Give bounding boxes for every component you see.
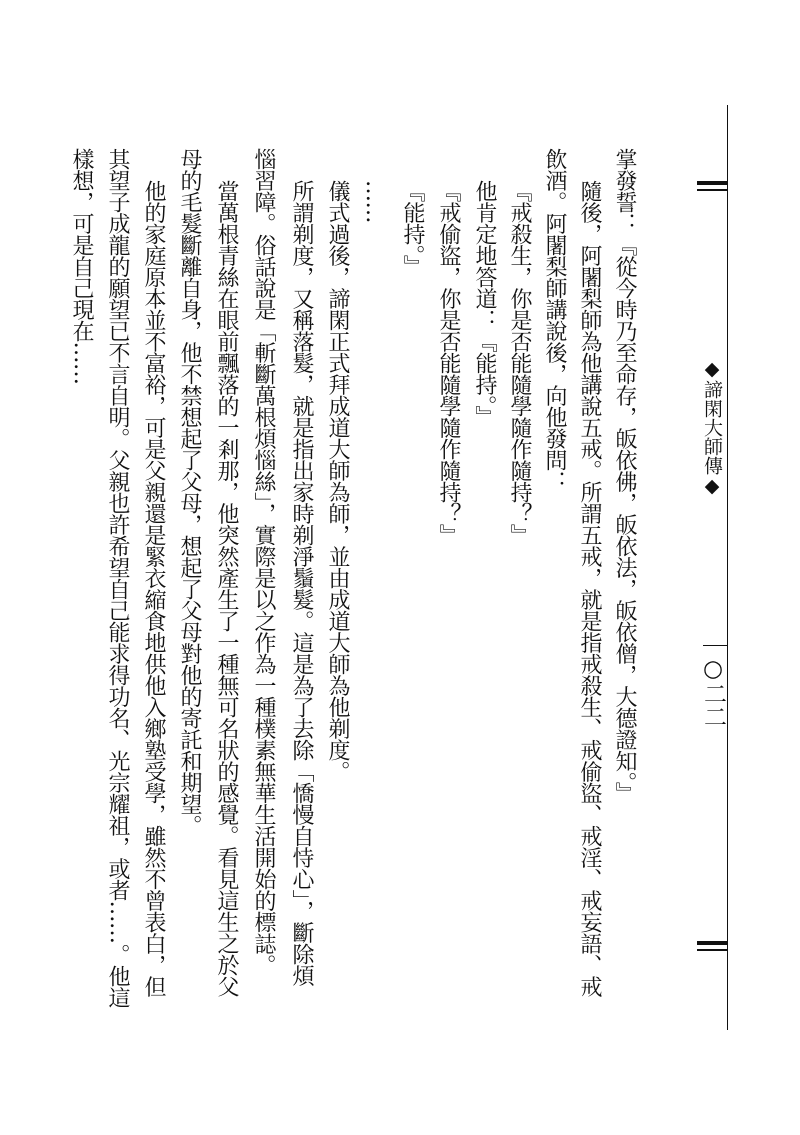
text-line: 『戒殺生，你是否能隨學隨作隨持？』 xyxy=(507,180,532,546)
text-line: 當萬根青絲在眼前飄落的一剎那，他突然產生了一種無可名狀的感覺。看見這生之於父 xyxy=(214,180,239,997)
text-line: 樣想，可是自己現在…… xyxy=(69,148,94,385)
page-number: ○二二 xyxy=(700,656,726,728)
text-line: 其望子成龍的願望已不言自明。父親也許希望自己能求得功名、光宗耀祖，或者……。他這 xyxy=(105,148,130,1008)
bottom-thin-bar xyxy=(697,949,727,951)
text-line: 『戒偷盜，你是否能隨學隨作隨持？』 xyxy=(436,180,461,546)
text-line: 所謂剃度，又稱落髮，就是指出家時剃淨鬚髮。這是為了去除「憍慢自恃心」，斷除煩 xyxy=(289,180,314,986)
top-thin-bar xyxy=(697,189,727,191)
text-line: 儀式過後，諦閑正式拜成道大師為師，並由成道大師為他剃度。 xyxy=(325,180,350,782)
text-line: 母的毛髮斷離自身，他不禁想起了父母，想起了父母對他的寄託和期望。 xyxy=(177,148,202,836)
text-line: …… xyxy=(361,180,386,223)
margin-rule xyxy=(727,105,728,1030)
text-line: 他肯定地答道：『能持。』 xyxy=(472,180,497,427)
text-line: 掌發誓：『從今時乃至命存，皈依佛，皈依法，皈依僧，大德證知。』 xyxy=(612,148,637,804)
text-line: 他的家庭原本並不富裕，可是父親還是緊衣縮食地供他入鄉塾受學，雖然不曾表白，但 xyxy=(141,180,166,997)
running-title: ◆諦閑大師傳◆ xyxy=(701,358,723,497)
text-line: 隨後，阿闍梨師為他講說五戒。所謂五戒，就是指戒殺生、戒偷盜、戒淫、戒妄語、戒 xyxy=(577,180,602,997)
text-line: 飲酒。阿闍梨師講說後，向他發問： xyxy=(542,148,567,492)
top-thick-bar xyxy=(697,181,727,185)
page-number-rule xyxy=(703,645,727,646)
bottom-thick-bar xyxy=(697,941,727,945)
text-line: 惱習障。俗話說是「斬斷萬根煩惱絲」，實際是以之作為一種樸素無華生活開始的標誌。 xyxy=(251,148,276,976)
text-line: 『能持。』 xyxy=(400,180,425,277)
